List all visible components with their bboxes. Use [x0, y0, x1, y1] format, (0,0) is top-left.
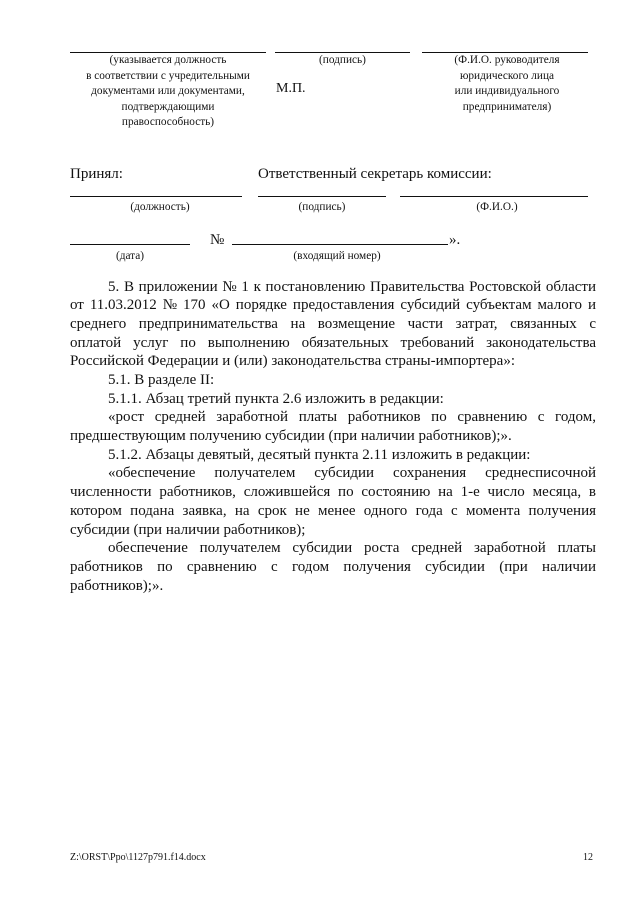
line-text: Российской Федерации и (или) законодательства страны-импортера»: [70, 353, 516, 370]
signature-caption [275, 53, 410, 69]
text-line [70, 390, 596, 409]
number-sign: № [210, 232, 225, 248]
position-caption [70, 53, 266, 131]
body-text [70, 278, 596, 596]
text-line [70, 483, 596, 502]
line-text: численности работников, сложившейся по состоянию на 1-е число месяца, в [70, 484, 596, 501]
date-line [70, 244, 190, 245]
text-line [70, 315, 596, 334]
line-text: среднего предпринимательства на возмещение части затрат, связанных с [70, 315, 596, 332]
line-text: 5.1. В разделе II: [108, 372, 215, 389]
paragraph [70, 371, 596, 390]
paragraph [70, 446, 596, 465]
text-line [70, 352, 596, 371]
caption-line: (подпись) [319, 54, 366, 66]
text-line [70, 371, 596, 390]
paragraph [70, 390, 596, 409]
line-text: оплатой услуг по выполнению обязательных требований законодательства [70, 334, 596, 351]
text-line [70, 427, 596, 446]
caption-line: юридического лица [459, 69, 555, 82]
paragraph [70, 278, 596, 371]
footer-file-path: Z:\ORST\Ppo\1127p791.f14.docx [70, 852, 206, 863]
paragraph [70, 539, 596, 595]
line-text: обеспечение получателем субсидии роста средней заработной платы [108, 540, 596, 557]
text-line [70, 539, 596, 558]
secretary-position-caption: (должность) [130, 201, 190, 213]
secretary-name-line [400, 196, 588, 197]
closing-quote: ». [449, 232, 461, 248]
line-text: «рост средней заработной платы работников по сравнению с годом, [108, 409, 596, 426]
text-line [70, 577, 596, 596]
line-text: 5.1.1. Абзац третий пункта 2.6 изложить в редакции: [108, 390, 444, 407]
secretary-signature-line [258, 196, 386, 197]
caption-line: подтверждающими [121, 100, 215, 113]
line-text: работников);». [70, 577, 164, 594]
text-line [70, 334, 596, 353]
page-number: 12 [583, 852, 593, 863]
text-line [70, 408, 596, 427]
caption-line: документами или документами, [91, 85, 245, 97]
caption-line: (Ф.И.О. руководителя [454, 54, 560, 66]
caption-line: предпринимателя) [462, 100, 552, 113]
text-line [70, 278, 596, 297]
incoming-number-caption: (входящий номер) [293, 250, 381, 262]
line-text: работников по сравнению с годом получения субсидии (при наличии [70, 558, 596, 575]
incoming-number-line [232, 244, 448, 245]
caption-line: в соответствии с учредительными [86, 69, 250, 82]
line-text: предшествующим получению субсидии (при наличии работников);». [70, 428, 512, 445]
secretary-label: Ответственный секретарь комиссии: [258, 166, 492, 182]
text-line [70, 464, 596, 483]
caption-line: или индивидуального [454, 85, 560, 97]
text-line [70, 558, 596, 577]
text-line [70, 296, 596, 315]
secretary-name-caption: (Ф.И.О.) [476, 201, 518, 213]
line-text: субсидии (при наличии работников); [70, 521, 306, 538]
caption-line: (указывается должность [109, 54, 227, 66]
paragraph [70, 408, 596, 445]
paragraph [70, 464, 596, 539]
date-caption: (дата) [115, 250, 145, 262]
line-text: «обеспечение получателем субсидии сохранения среднесписочной [108, 465, 596, 482]
secretary-position-line [70, 196, 242, 197]
accepted-label: Принял: [70, 166, 123, 182]
caption-line: правоспособность) [121, 116, 215, 128]
line-text: котором подана заявка, на срок не менее одного года с момента получения [70, 502, 596, 519]
text-line [70, 502, 596, 521]
line-text: 5. В приложении № 1 к постановлению Правительства Ростовской области [108, 278, 596, 295]
stamp-label: М.П. [276, 81, 306, 96]
text-line [70, 521, 596, 540]
text-line [70, 446, 596, 465]
line-text: 5.1.2. Абзацы девятый, десятый пункта 2.11 изложить в редакции: [108, 446, 531, 463]
secretary-signature-caption: (подпись) [298, 201, 346, 213]
name-caption [422, 53, 592, 115]
line-text: от 11.03.2012 № 170 «О порядке предоставления субсидий субъектам малого и [70, 297, 596, 314]
